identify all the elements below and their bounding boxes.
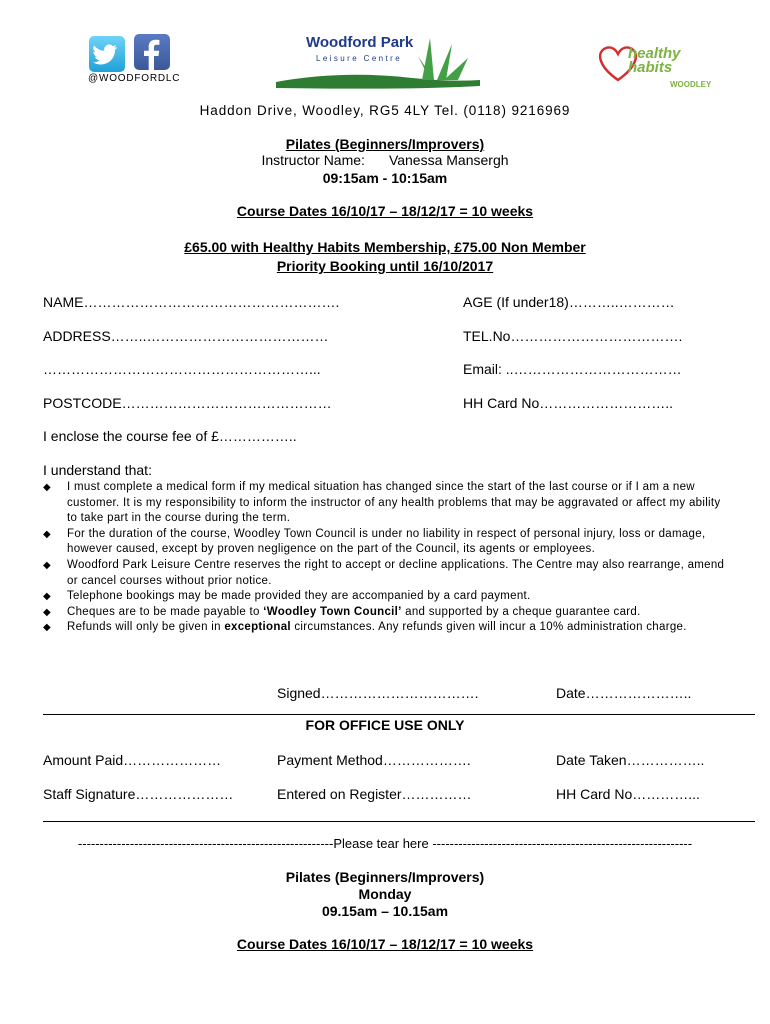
course-fee-field[interactable]: I enclose the course fee of £……………..: [43, 428, 297, 444]
signed-field[interactable]: Signed…………………………….: [277, 685, 479, 701]
term-item: [43, 605, 733, 621]
email-field[interactable]: Email: ..………………………………: [463, 361, 682, 377]
term-text: Woodford Park Leisure Centre reserves the right to accept or decline applications. The Centre may also rearrange, amend or cancel courses without prior notice.: [67, 558, 725, 587]
instructor-line: [0, 152, 770, 168]
term-item: [43, 558, 733, 589]
terms-list: [43, 480, 733, 636]
course-time: 09:15am - 10:15am: [322, 170, 448, 186]
divider: [43, 821, 755, 822]
diamond-bullet-icon: ◆: [43, 559, 51, 571]
cheque-payee: ‘Woodley Town Council’: [263, 605, 402, 618]
payment-method-field[interactable]: Payment Method……………….: [277, 752, 471, 768]
stub-dates: Course Dates 16/10/17 – 18/12/17 = 10 weeks: [236, 936, 534, 952]
cheque-text-before: Cheques are to be made payable to: [67, 605, 264, 618]
tear-line: -----------------------------------------------------------Please tear here ------------------------------------------------------------: [77, 836, 693, 851]
diamond-bullet-icon: ◆: [43, 606, 51, 618]
twitter-handle: @WOODFORDLC: [88, 73, 181, 84]
course-title: Pilates (Beginners/Improvers): [285, 136, 485, 152]
instructor-name: Vanessa Mansergh: [388, 152, 509, 168]
centre-name: Woodford Park: [306, 34, 414, 51]
course-dates: Course Dates 16/10/17 – 18/12/17 = 10 weeks: [236, 203, 534, 219]
refund-text-after: circumstances. Any refunds given will incur a 10% administration charge.: [290, 621, 687, 634]
course-price: £65.00 with Healthy Habits Membership, £75.00 Non Member: [184, 239, 586, 255]
healthy-habits-sub: WOODLEY: [670, 80, 712, 89]
diamond-bullet-icon: ◆: [43, 591, 51, 603]
date-field[interactable]: Date…………………..: [556, 685, 692, 701]
stub-time: 09.15am – 10.15am: [321, 903, 449, 919]
refund-text-before: Refunds will only be given in: [67, 621, 225, 634]
healthy-habits-text: healthy habits: [628, 45, 681, 76]
diamond-bullet-icon: ◆: [43, 482, 51, 493]
diamond-bullet-icon: ◆: [43, 622, 51, 634]
cheque-text-after: and supported by a cheque guarantee card.: [401, 605, 641, 618]
staff-signature-field[interactable]: Staff Signature…………………: [43, 786, 234, 802]
term-item: [43, 620, 733, 636]
address-field[interactable]: ADDRESS……..…………………………………: [43, 328, 329, 344]
postcode-field[interactable]: POSTCODE………………………………………: [43, 395, 332, 411]
divider: [43, 714, 755, 715]
diamond-bullet-icon: ◆: [43, 528, 51, 540]
date-taken-field[interactable]: Date Taken……………..: [556, 752, 705, 768]
term-text: Telephone bookings may be made provided they are accompanied by a card payment.: [67, 590, 531, 603]
term-text: For the duration of the course, Woodley Town Council is under no liability in respect of personal injury, loss or damage, however caused, except by proven negligence on the part of the Council, its agents or employees.: [67, 527, 706, 556]
centre-address: Haddon Drive, Woodley, RG5 4LY Tel. (0118) 9216969: [199, 103, 571, 118]
entered-register-field[interactable]: Entered on Register……………: [277, 786, 472, 802]
facebook-icon[interactable]: [134, 34, 170, 70]
priority-booking: Priority Booking until 16/10/2017: [276, 258, 494, 274]
understand-heading: I understand that:: [43, 462, 152, 478]
age-field[interactable]: AGE (If under18)………..…………: [463, 294, 675, 310]
hh-card-field[interactable]: HH Card No………………………..: [463, 395, 674, 411]
address-line2-field[interactable]: …………………………………………………...: [43, 361, 321, 377]
term-text: I must complete a medical form if my medical situation has changed since the start of the last course or if I am a new customer. It is my responsibility to inform the instructor of any health problems that may be aggravated or affect my ability to take part in the course during the term.: [67, 481, 721, 525]
term-item: [43, 589, 733, 605]
refund-emphasis: exceptional: [224, 621, 291, 634]
term-item: [43, 480, 733, 527]
term-item: [43, 527, 733, 558]
office-hh-card-field[interactable]: HH Card No…………...: [556, 786, 700, 802]
stub-title: Pilates (Beginners/Improvers): [285, 869, 485, 885]
stub-day: Monday: [358, 886, 412, 902]
centre-sub: Leisure Centre: [316, 54, 403, 63]
term-text: [67, 605, 641, 621]
twitter-icon[interactable]: [89, 36, 125, 72]
name-field[interactable]: NAME……………………………………………….: [43, 294, 340, 310]
instructor-label: Instructor Name:: [261, 152, 365, 168]
tel-field[interactable]: TEL.No……………………………….: [463, 328, 683, 344]
amount-paid-field[interactable]: Amount Paid…………………: [43, 752, 222, 768]
office-heading: FOR OFFICE USE ONLY: [305, 717, 465, 733]
term-text: [67, 620, 687, 636]
